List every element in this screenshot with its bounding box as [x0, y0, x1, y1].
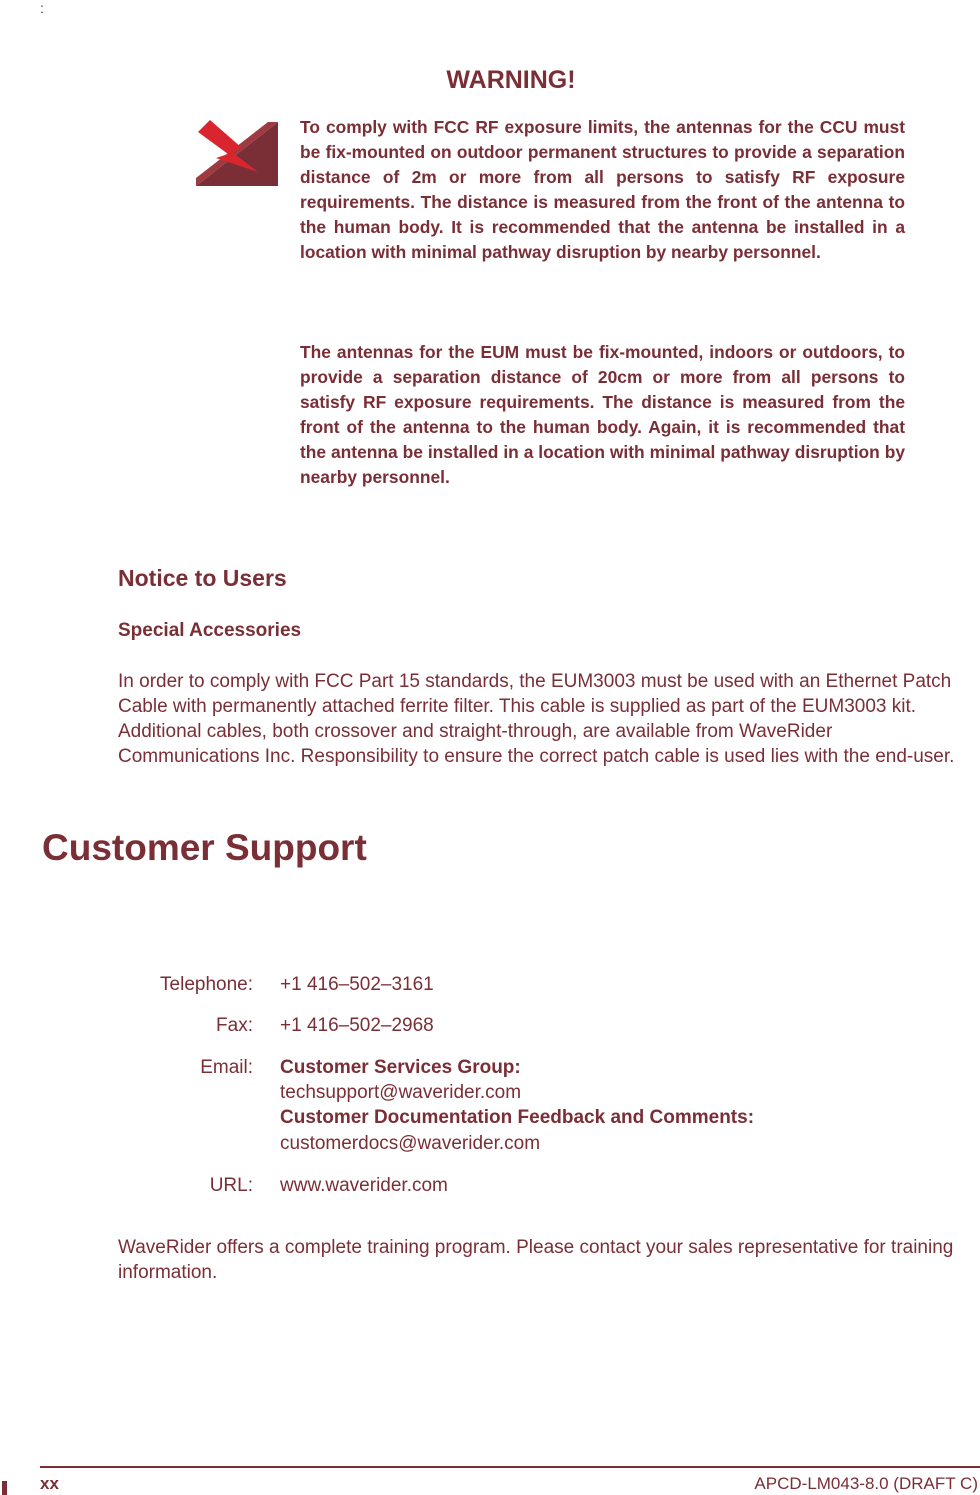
email-techsupport-link[interactable]: techsupport@waverider.com: [280, 1082, 522, 1103]
telephone-value: +1 416–502–3161: [280, 974, 434, 995]
notice-body: In order to comply with FCC Part 15 standards, the EUM3003 must be used with an Ethernet Patch Cable with permanently attached ferrite filter. This cable is supplied as part of the EUM3003 kit. Additional cables, both crossover and straight-through, are available from WaveRider Communications Inc. Responsibility to ensure the correct patch cable is used lies with the end-user.: [118, 671, 955, 767]
url-label: URL:: [209, 1175, 253, 1196]
document-id: APCD-LM043-8.0 (DRAFT C): [754, 1474, 978, 1493]
footer-rule: [40, 1466, 980, 1468]
lightning-bolt-warning-icon: [196, 118, 278, 188]
training-note: WaveRider offers a complete training program. Please contact your sales representative for training information.: [118, 1237, 954, 1283]
warning-title: WARNING!: [446, 66, 576, 94]
email-group-documentation-feedback: Customer Documentation Feedback and Comments:: [280, 1107, 755, 1128]
email-customerdocs-link[interactable]: customerdocs@waverider.com: [280, 1133, 541, 1154]
footer-edge-mark: [2, 1481, 7, 1495]
page-number: xx: [40, 1474, 59, 1493]
fax-label: Fax:: [216, 1015, 253, 1036]
fax-value: +1 416–502–2968: [280, 1015, 434, 1036]
warning-paragraph-eum: The antennas for the EUM must be fix-mounted, indoors or outdoors, to provide a separation distance of 20cm or more from all persons to satisfy RF exposure requirements. The distance is measured from the front of the antenna to the human body. Again, it is recommended that the antenna be installed in a location with minimal pathway disruption by nearby personnel.: [300, 342, 905, 487]
telephone-label: Telephone:: [160, 974, 253, 995]
warning-paragraph-ccu: To comply with FCC RF exposure limits, the antennas for the CCU must be fix-mounted on outdoor permanent structures to provide a separation distance of 2m or more from all persons to satisfy RF exposure requirements. The distance is measured from the front of the antenna to the human body. It is recommended that the antenna be installed in a location with minimal pathway disruption by nearby personnel.: [300, 117, 905, 262]
url-link[interactable]: www.waverider.com: [280, 1175, 448, 1196]
email-group-customer-services: Customer Services Group:: [280, 1057, 521, 1078]
customer-support-title: Customer Support: [42, 827, 367, 868]
email-label: Email:: [200, 1057, 253, 1078]
notice-title: Notice to Users: [118, 565, 287, 591]
special-accessories-heading: Special Accessories: [118, 620, 302, 641]
corner-mark: :: [40, 0, 44, 16]
